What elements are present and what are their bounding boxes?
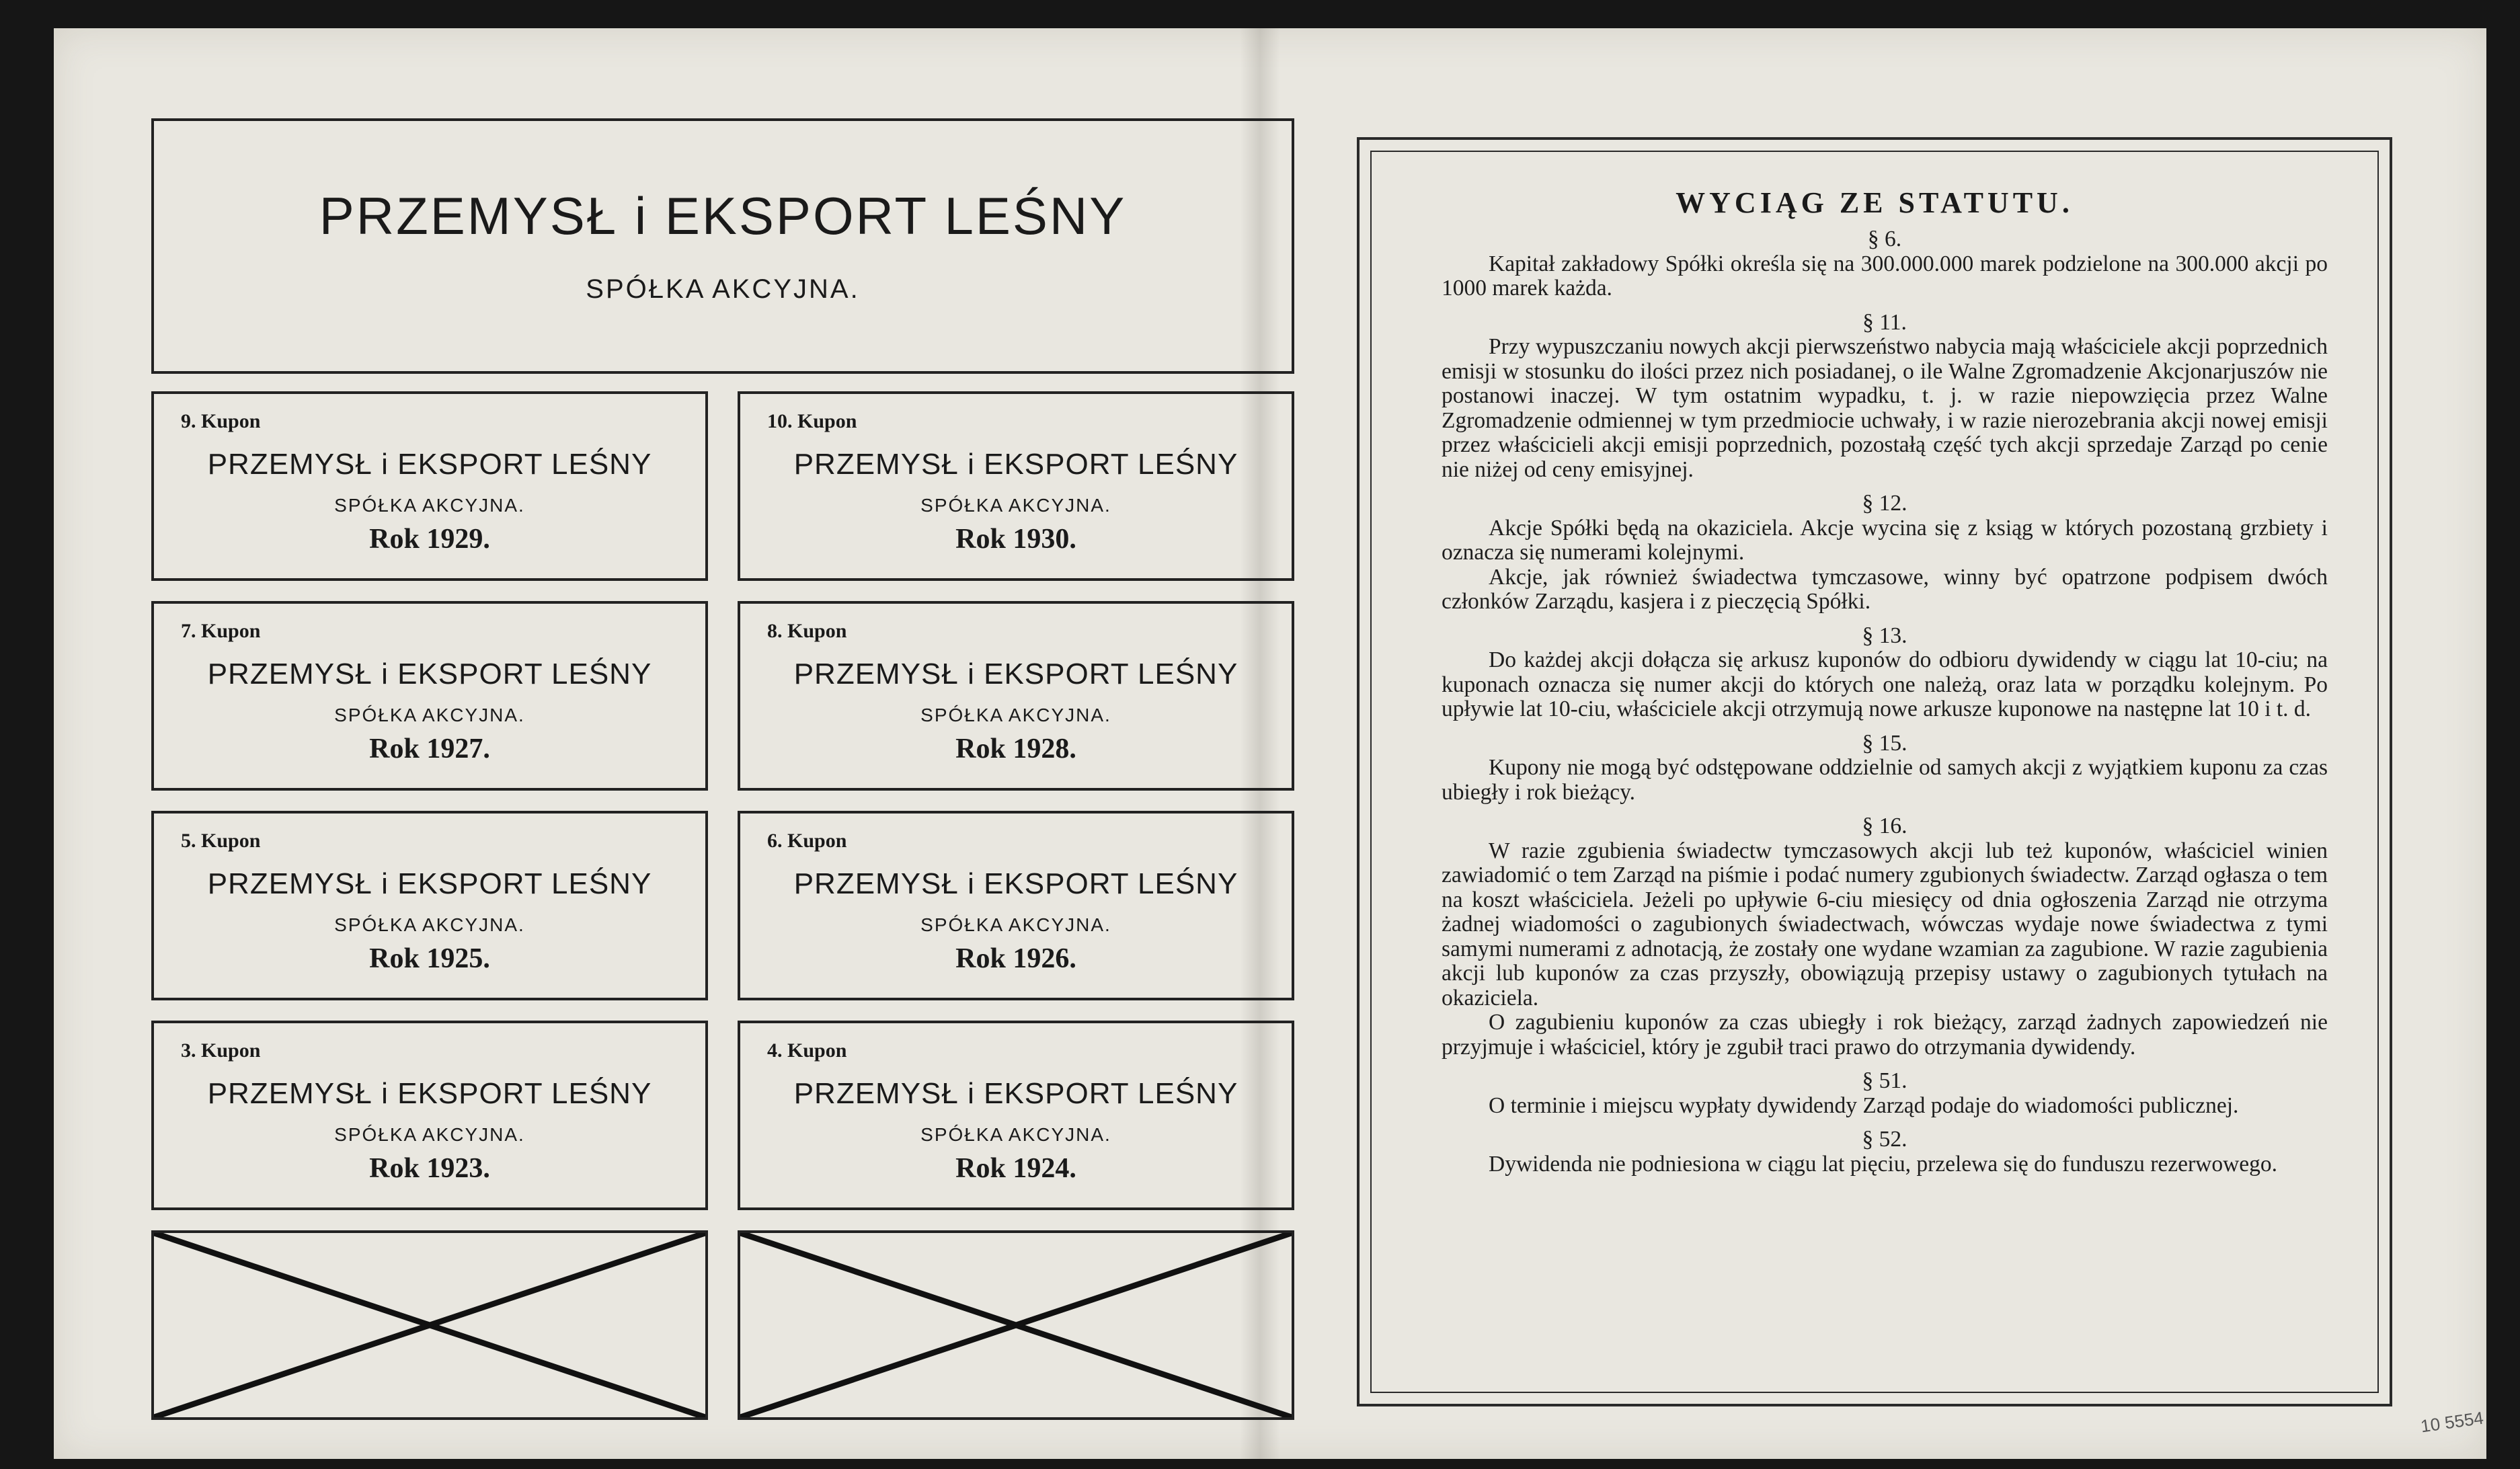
cross-mark-icon xyxy=(154,1233,705,1417)
coupon-subtitle: SPÓŁKA AKCYJNA. xyxy=(920,495,1111,516)
coupon-title: PRZEMYSŁ i EKSPORT LEŚNY xyxy=(793,658,1238,690)
coupon-year: Rok 1930. xyxy=(955,524,1076,555)
company-name: PRZEMYSŁ i EKSPORT LEŚNY xyxy=(319,186,1127,245)
statute-title: WYCIĄG ZE STATUTU. xyxy=(1676,186,2074,219)
coupon-5 xyxy=(151,811,708,1000)
coupon-subtitle: SPÓŁKA AKCYJNA. xyxy=(920,1124,1111,1145)
section-paragraph: Akcje Spółki będą na okaziciela. Akcje wycina się z ksiąg w których pozostaną grzbiety i oznacza się numerami kolejnymi. xyxy=(1442,515,2328,565)
coupon-number: 6. Kupon xyxy=(767,830,847,852)
coupon-subtitle: SPÓŁKA AKCYJNA. xyxy=(334,495,525,516)
coupon-number: 5. Kupon xyxy=(181,830,261,852)
company-header-box xyxy=(151,118,1294,374)
statute-excerpt-frame xyxy=(1357,137,2392,1406)
section-number: § 16. xyxy=(1862,813,1907,838)
section-paragraph: Przy wypuszczaniu nowych akcji pierwszeństwo nabycia mają właściciele akcji poprzednich emisji w stosunku do ilości przez nich posiadanej, o ile Walne Zgromadzenie Akcjonarjuszów nie postanowi inaczej. W tym ostatnim wypadku, t. j. w razie niepowzięcia przez Walne Zgromadzenie odmiennej w tym przedmiocie uchwały, i w razie nierozebrania akcji nowej emisji przez właścicieli akcji emisji poprzednich, pozostałą część tych akcji sprzedaje Zarząd po cenie nie niżej od ceny emisyjnej. xyxy=(1442,334,2328,482)
section-number: § 51. xyxy=(1862,1068,1907,1093)
cross-mark-icon xyxy=(740,1233,1292,1417)
coupon-number: 7. Kupon xyxy=(181,620,261,642)
coupon-number: 9. Kupon xyxy=(181,410,261,432)
coupon-number: 4. Kupon xyxy=(767,1039,847,1062)
statute-section xyxy=(1442,814,2328,1060)
section-number: § 52. xyxy=(1862,1127,1907,1152)
statute-section xyxy=(1442,227,2328,301)
section-paragraph: Akcje, jak również świadectwa tymczasowe, winny być opatrzone podpisem dwóch członków Zarządu, kasjera i z pieczęcią Spółki. xyxy=(1442,564,2328,614)
coupon-number: 8. Kupon xyxy=(767,620,847,642)
coupon-subtitle: SPÓŁKA AKCYJNA. xyxy=(334,1124,525,1145)
section-number: § 15. xyxy=(1862,730,1907,756)
coupon-year: Rok 1924. xyxy=(955,1153,1076,1184)
statute-section xyxy=(1442,1069,2328,1118)
section-paragraph: O zagubieniu kuponów za czas ubiegły i rok bieżący, zarząd żadnych zapowiedzeń nie przyjmuje i właściciel, który je zgubił traci prawo do otrzymania dywidendy. xyxy=(1442,1010,2328,1060)
coupon-title: PRZEMYSŁ i EKSPORT LEŚNY xyxy=(207,867,652,900)
coupon-subtitle: SPÓŁKA AKCYJNA. xyxy=(920,914,1111,935)
handwritten-corner-note: 10 5554 xyxy=(2419,1407,2485,1437)
coupon-title: PRZEMYSŁ i EKSPORT LEŚNY xyxy=(793,448,1238,481)
statute-section xyxy=(1442,731,2328,805)
coupon-7 xyxy=(151,601,708,791)
coupon-4 xyxy=(738,1021,1294,1210)
coupon-title: PRZEMYSŁ i EKSPORT LEŚNY xyxy=(207,658,652,690)
statute-inner-border xyxy=(1370,151,2379,1393)
company-form: SPÓŁKA AKCYJNA. xyxy=(586,274,860,304)
coupon-title: PRZEMYSŁ i EKSPORT LEŚNY xyxy=(793,867,1238,900)
coupon-subtitle: SPÓŁKA AKCYJNA. xyxy=(334,914,525,935)
coupon-number: 3. Kupon xyxy=(181,1039,261,1062)
coupon-title: PRZEMYSŁ i EKSPORT LEŚNY xyxy=(793,1077,1238,1110)
statute-section xyxy=(1442,311,2328,483)
section-number: § 11. xyxy=(1862,309,1907,335)
section-paragraph: Kapitał zakładowy Spółki określa się na 300.000.000 marek podzielone na 300.000 akcji po 1000 marek każda. xyxy=(1442,251,2328,301)
coupon-number: 10. Kupon xyxy=(767,410,857,432)
coupon-year: Rok 1925. xyxy=(369,943,490,974)
coupon-3 xyxy=(151,1021,708,1210)
section-paragraph: O terminie i miejscu wypłaty dywidendy Zarząd podaje do wiadomości publicznej. xyxy=(1489,1093,2239,1118)
statute-body xyxy=(1442,225,2328,1186)
coupon-year: Rok 1923. xyxy=(369,1153,490,1184)
cancelled-coupon-left xyxy=(151,1230,708,1420)
coupon-6 xyxy=(738,811,1294,1000)
coupon-9 xyxy=(151,391,708,581)
section-paragraph: Kupony nie mogą być odstępowane oddzielnie od samych akcji z wyjątkiem kuponu za czas ubiegły i rok bieżący. xyxy=(1442,755,2328,805)
share-certificate-sheet xyxy=(54,28,2486,1459)
section-paragraph: Dywidenda nie podniesiona w ciągu lat pięciu, przelewa się do funduszu rezerwowego. xyxy=(1489,1151,2278,1177)
coupon-title: PRZEMYSŁ i EKSPORT LEŚNY xyxy=(207,1077,652,1110)
section-number: § 13. xyxy=(1862,623,1907,648)
coupon-year: Rok 1928. xyxy=(955,733,1076,764)
section-number: § 12. xyxy=(1862,491,1907,516)
statute-section xyxy=(1442,1127,2328,1177)
coupon-10 xyxy=(738,391,1294,581)
section-paragraph: Do każdej akcji dołącza się arkusz kuponów do odbioru dywidendy w ciągu lat 10-ciu; na kuponach oznacza się numer akcji do których one należą, oraz lata w porządku kolejnym. Po upływie lat 10-ciu, właściciele akcji otrzymują nowe arkusze kuponowe na następne lat 10 i t. d. xyxy=(1442,647,2328,721)
section-number: § 6. xyxy=(1867,227,1902,251)
coupon-year: Rok 1929. xyxy=(369,524,490,555)
coupon-year: Rok 1927. xyxy=(369,733,490,764)
cancelled-coupon-right xyxy=(738,1230,1294,1420)
statute-section xyxy=(1442,491,2328,614)
coupon-subtitle: SPÓŁKA AKCYJNA. xyxy=(334,705,525,725)
coupon-title: PRZEMYSŁ i EKSPORT LEŚNY xyxy=(207,448,652,481)
coupon-8 xyxy=(738,601,1294,791)
coupon-subtitle: SPÓŁKA AKCYJNA. xyxy=(920,705,1111,725)
statute-section xyxy=(1442,624,2328,722)
section-paragraph: W razie zgubienia świadectw tymczasowych akcji lub też kuponów, właściciel winien zawiadomić o tem Zarząd na piśmie i podać numery zgubionych świadectw. Zarząd ogłasza o tem na koszt właściciela. Jeżeli po upływie 6-ciu miesięcy od dnia ogłoszenia Zarząd nie otrzyma żadnej wiadomości o zagubionych świadectwach, wówczas wydaje nowe świadectwa z tymi samymi numerami z adnotacją, że zostały one wydane wzamian za zagubione. W razie zagubienia akcji lub kuponów za czas przyszły, obowiązują przepisy ustawy o zagubionych tytułach na okaziciela. xyxy=(1442,838,2328,1010)
coupon-year: Rok 1926. xyxy=(955,943,1076,974)
